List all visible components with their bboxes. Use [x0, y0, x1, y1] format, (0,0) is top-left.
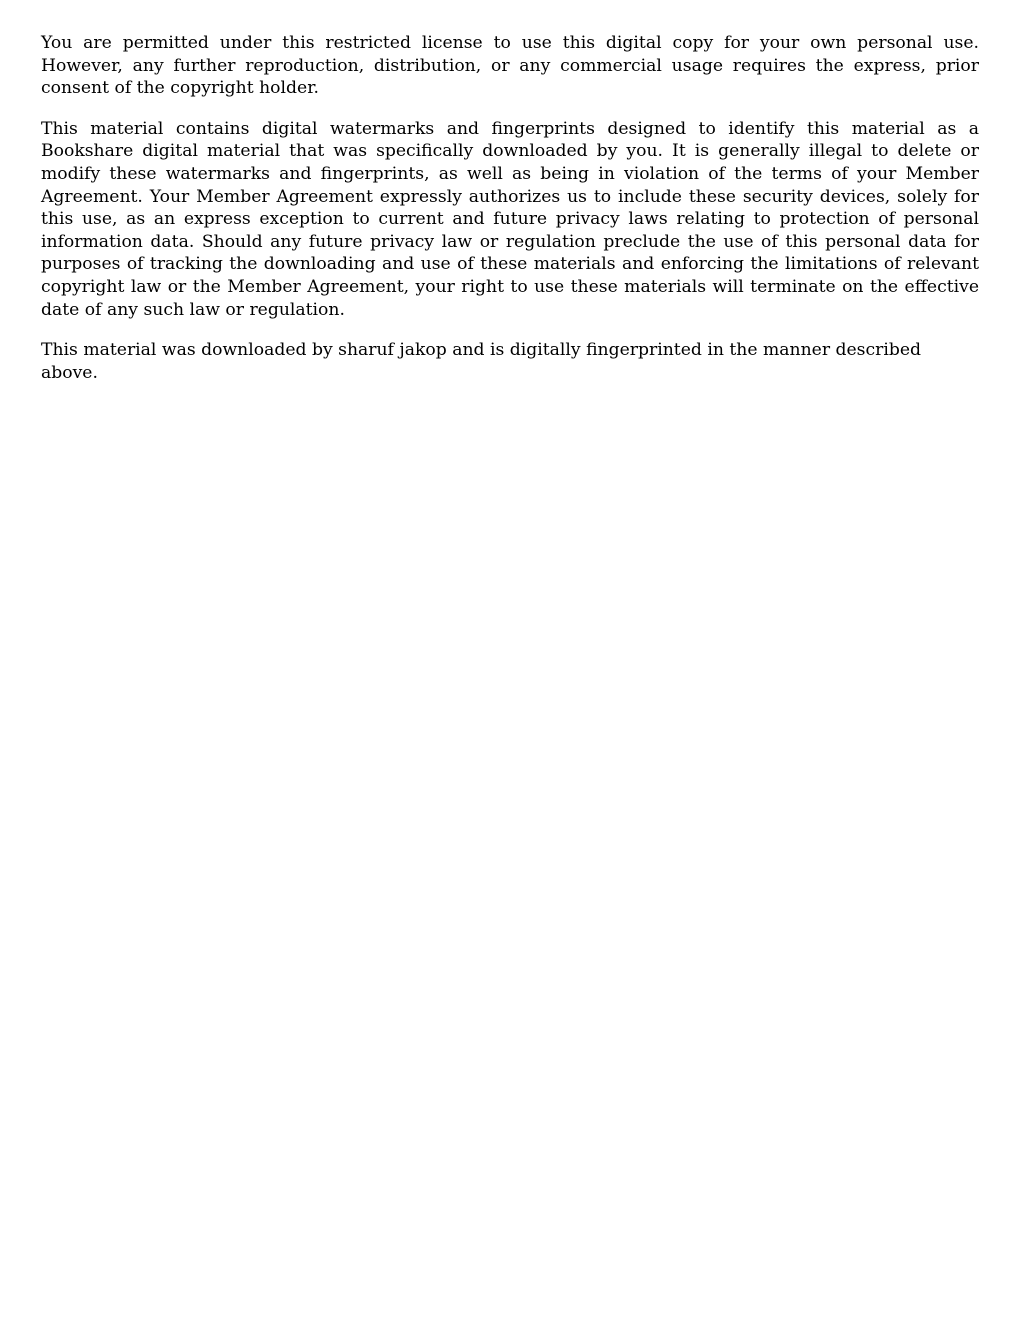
license-paragraph: You are permitted under this restricted license to use this digital copy for your own personal use. However, any further reproduction, distribution, or any commercial usage requires the express, prior consent of the copyright holder. — [41, 33, 979, 99]
download-notice-paragraph: This material was downloaded by sharuf jakop and is digitally fingerprinted in the manner described above. — [41, 340, 922, 383]
watermark-paragraph: This material contains digital watermarks and fingerprints designed to identify this material as a Bookshare digital material that was specifically downloaded by you. It is generally illegal to delete or modify these watermarks and fingerprints, as well as being in violation of the terms of your Member Agreement. Your Member Agreement expressly authorizes us to include these security devices, solely for this use, as an express exception to current and future privacy laws relating to protection of personal information data. Should any future privacy law or regulation preclude the use of this personal data for purposes of tracking the downloading and use of these materials and enforcing the limitations of relevant copyright law or the Member Agreement, your right to use these materials will terminate on the effective date of any such law or regulation. — [41, 118, 979, 320]
document-page — [41, 32, 979, 384]
